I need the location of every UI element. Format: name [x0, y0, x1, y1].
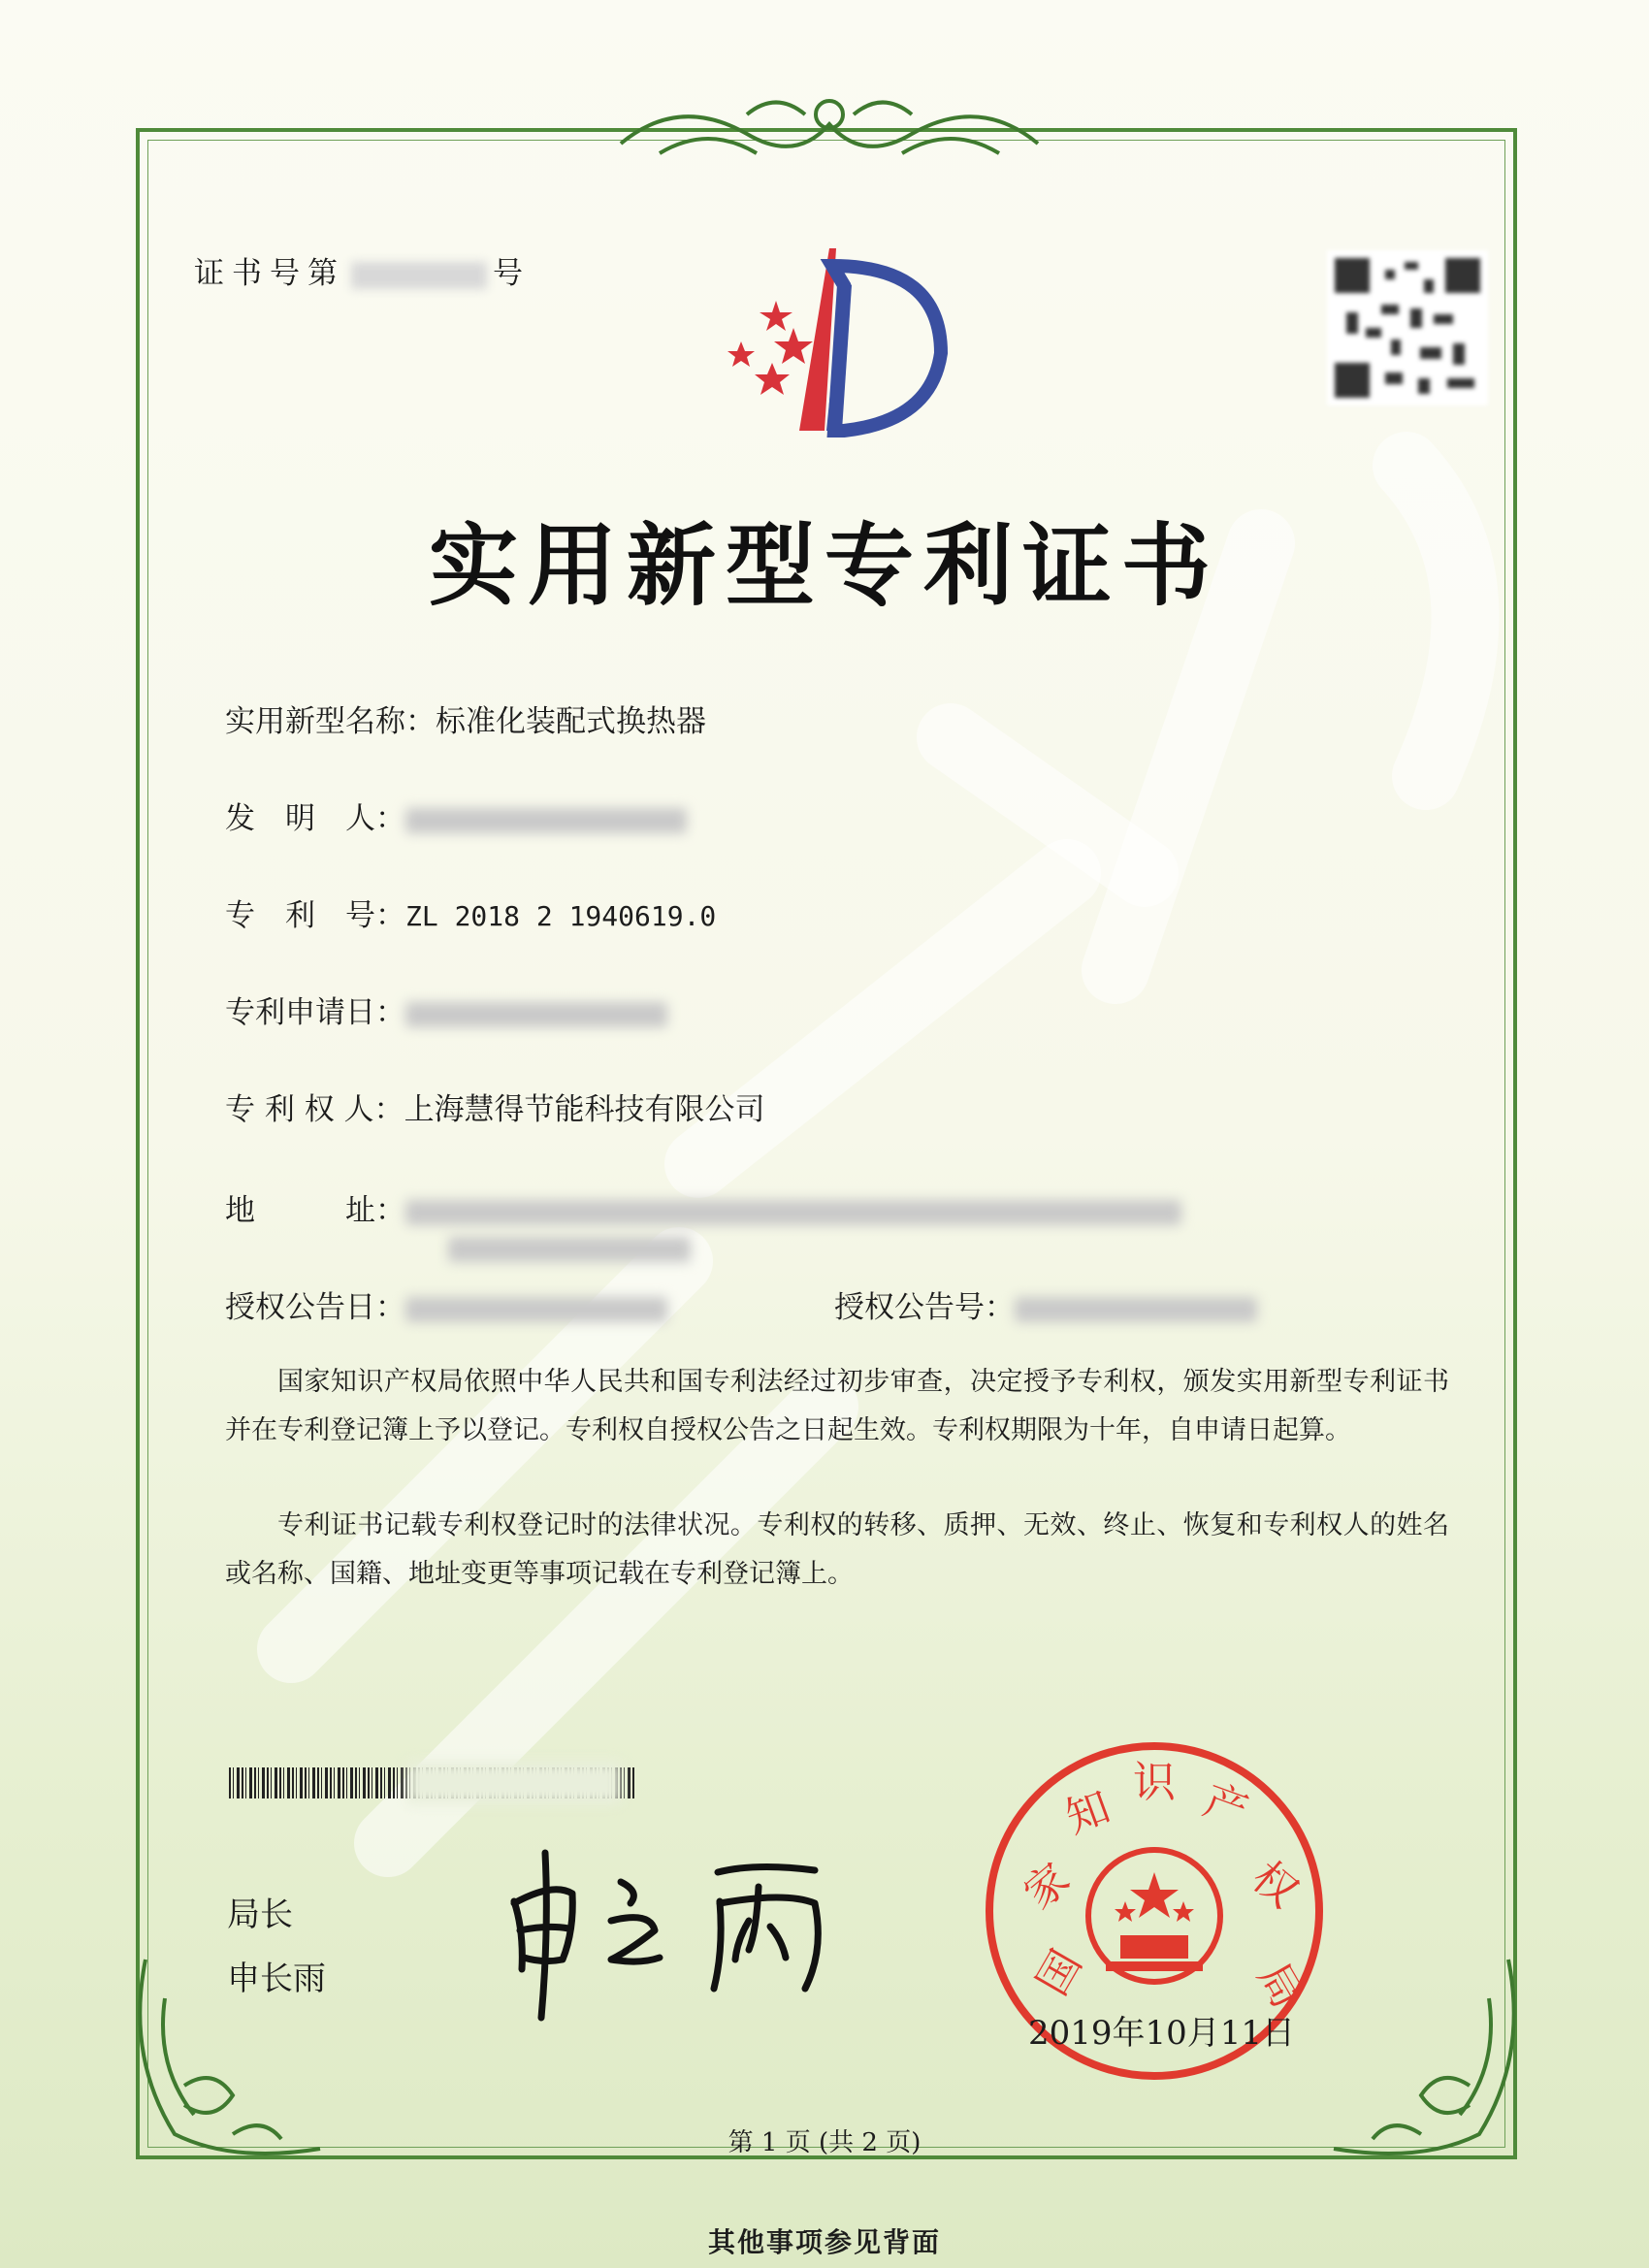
- utility-model-name-row: [225, 697, 706, 740]
- grant-date-label: 授权公告日：: [225, 1290, 405, 1325]
- filing-date-redacted: [405, 1002, 667, 1027]
- seal-date: 2019年10月11日: [1028, 2014, 1296, 2053]
- address-row: [225, 1185, 1181, 1229]
- inventor-redacted: [405, 808, 687, 833]
- body-paragraph-1: 国家知识产权局依照中华人民共和国专利法经过初步审查，决定授予专利权，颁发实用新型专利证书并在专利登记簿上予以登记。专利权自授权公告之日起生效。专利权期限为十年，自申请日起算。: [225, 1367, 1449, 1445]
- utility-model-name-value: 标准化装配式换热器: [436, 704, 706, 739]
- grant-date-row: [225, 1282, 667, 1326]
- certificate-number-redacted: [351, 262, 487, 289]
- patent-number-label: 专 利 号：: [225, 898, 405, 933]
- svg-text:知: 知: [1059, 1782, 1117, 1844]
- address-row-2: [448, 1230, 691, 1265]
- svg-text:产: 产: [1197, 1775, 1255, 1837]
- top-ornament: [601, 85, 1057, 173]
- patentee-value: 上海慧得节能科技有限公司: [404, 1092, 765, 1127]
- filing-date-label: 专利申请日：: [225, 995, 405, 1030]
- grant-date-redacted: [405, 1297, 667, 1322]
- director-title: 局长: [227, 1895, 293, 1934]
- grant-number-row: [834, 1282, 1257, 1326]
- utility-model-name-label: 实用新型名称：: [225, 704, 436, 739]
- patent-number-row: [225, 891, 716, 934]
- svg-text:局: 局: [1247, 1955, 1312, 2017]
- certificate-number-prefix: 证书号第: [194, 256, 345, 291]
- cnipa-logo: [718, 246, 960, 440]
- svg-text:权: 权: [1242, 1852, 1308, 1918]
- address-redacted-line-2: [448, 1237, 691, 1262]
- handwritten-signature: [495, 1843, 844, 2027]
- certificate-number-suffix: 号: [493, 256, 531, 291]
- svg-text:家: 家: [1015, 1854, 1080, 1920]
- page-number: 第 1 页 (共 2 页): [728, 2128, 922, 2157]
- patentee-row: [225, 1085, 765, 1128]
- svg-text:国: 国: [1027, 1941, 1092, 2004]
- qr-code: [1327, 250, 1488, 405]
- svg-text:识: 识: [1133, 1758, 1176, 1807]
- grant-number-redacted: [1015, 1297, 1257, 1322]
- patentee-label: 专 利 权 人：: [225, 1092, 404, 1127]
- address-redacted-line-1: [405, 1200, 1181, 1225]
- address-label: 地 址：: [225, 1193, 405, 1228]
- director-name: 申长雨: [227, 1960, 326, 1998]
- inventor-row: [225, 794, 687, 837]
- footer-note: 其他事项参见背面: [707, 2226, 941, 2258]
- barcode-redacted: [407, 1762, 621, 1804]
- filing-date-row: [225, 988, 667, 1031]
- certificate-title: 实用新型专利证书: [428, 513, 1220, 618]
- inventor-label: 发 明 人：: [225, 801, 405, 836]
- patent-number-value: ZL 2018 2 1940619.0: [405, 900, 717, 932]
- certificate-number: [194, 248, 531, 292]
- grant-number-label: 授权公告号：: [834, 1290, 1015, 1325]
- body-paragraph-2: 专利证书记载专利权登记时的法律状况。专利权的转移、质押、无效、终止、恢复和专利权人的姓名或名称、国籍、地址变更等事项记载在专利登记簿上。: [225, 1510, 1449, 1589]
